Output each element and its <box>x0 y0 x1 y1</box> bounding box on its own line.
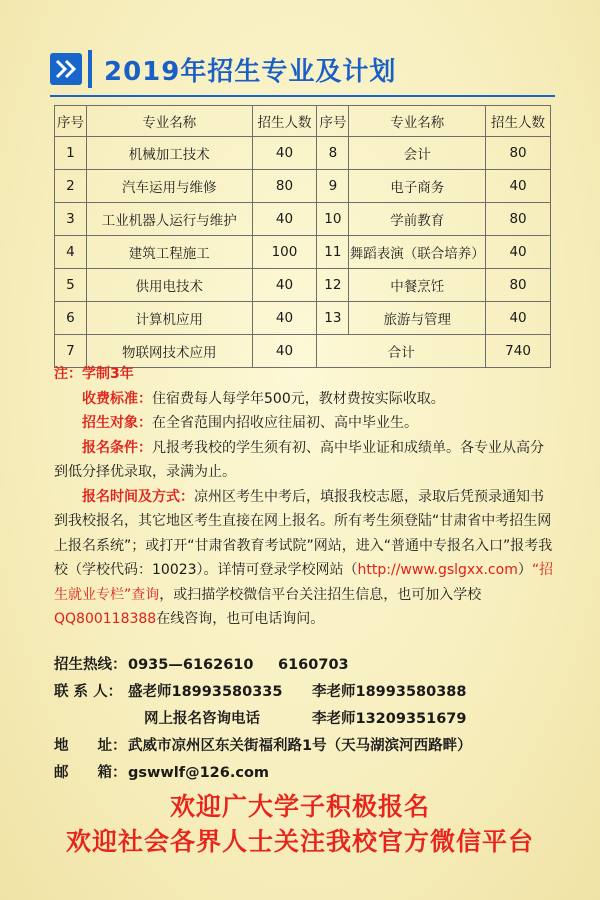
table-header-cell: 招生人数 <box>486 106 551 137</box>
table-cell: 40 <box>252 137 317 170</box>
table-row <box>55 137 551 170</box>
email-address: gswwlf@126.com <box>128 765 270 781</box>
table-cell: 8 <box>317 137 349 170</box>
registration-paragraph <box>54 485 554 632</box>
duration-note: 注：学制3年 <box>54 366 134 382</box>
enrollment-notes <box>54 362 554 632</box>
table-header-cell: 序号 <box>55 106 87 137</box>
table-cell: 80 <box>486 269 551 302</box>
table-cell: 40 <box>486 170 551 203</box>
table-row <box>55 170 551 203</box>
table-cell: 10 <box>317 203 349 236</box>
registration-text: ） <box>517 562 532 578</box>
table-cell: 13 <box>317 302 349 335</box>
hotline-label: 招生热线： <box>54 657 127 673</box>
table-cell: 40 <box>486 236 551 269</box>
table-cell: 物联网技术应用 <box>86 335 252 368</box>
address-row <box>54 733 574 760</box>
registration-text: ，或扫描学校微信平台关注招生信息，也可加入学校 <box>159 586 482 603</box>
condition-paragraph <box>54 436 554 485</box>
table-row <box>55 236 551 269</box>
target-text: 在全省范围内招收应往届初、高中毕业生。 <box>152 415 418 431</box>
table-cell: 学前教育 <box>349 203 486 236</box>
table-cell: 100 <box>252 236 317 269</box>
table-cell: 80 <box>486 137 551 170</box>
registration-label: 报名时间及方式： <box>82 488 194 505</box>
table-cell: 中餐烹饪 <box>349 269 486 302</box>
table-cell: 汽车运用与维修 <box>86 170 252 203</box>
table-cell: 740 <box>486 335 551 368</box>
table-cell: 2 <box>55 170 87 203</box>
table-cell: 建筑工程施工 <box>86 236 252 269</box>
table-cell: 舞蹈表演（联合培养） <box>349 236 486 269</box>
double-chevron-right-icon <box>50 53 82 85</box>
table-cell: 40 <box>486 302 551 335</box>
contact-person: 盛老师18993580335 <box>128 684 283 700</box>
table-cell: 40 <box>252 335 317 368</box>
condition-label: 报名条件： <box>82 439 152 456</box>
slogan-line: 欢迎广大学子积极报名 <box>169 792 430 821</box>
address-label: 地 址： <box>54 738 127 754</box>
table-cell: 机械加工技术 <box>86 137 252 170</box>
table-cell: 4 <box>55 236 87 269</box>
school-website-link[interactable]: http://www.gslgxx.com <box>357 562 518 578</box>
contact-person-label: 联 系 人： <box>54 684 123 700</box>
qq-number: QQ800118388 <box>54 611 157 627</box>
table-cell: 40 <box>252 269 317 302</box>
table-header-cell: 专业名称 <box>86 106 252 137</box>
table-cell: 1 <box>55 137 87 170</box>
contact-person-row <box>54 679 574 706</box>
table-header-cell: 序号 <box>317 106 349 137</box>
target-paragraph <box>54 411 554 436</box>
fee-text: 住宿费每人每学年500元，教材费按实际收取。 <box>152 390 445 407</box>
table-row <box>55 302 551 335</box>
email-label: 邮 箱： <box>54 765 127 781</box>
address-text: 武威市凉州区东关街福利路1号（天马湖滨河西路畔） <box>128 738 472 754</box>
online-consult-row <box>54 706 574 733</box>
table-cell: 80 <box>486 203 551 236</box>
table-cell: 供用电技术 <box>86 269 252 302</box>
table-cell: 12 <box>317 269 349 302</box>
enrollment-plan-table <box>54 105 551 368</box>
table-row <box>55 269 551 302</box>
table-cell: 40 <box>252 302 317 335</box>
table-cell: 80 <box>252 170 317 203</box>
header-rule <box>50 95 555 97</box>
table-cell: 合计 <box>317 335 486 368</box>
table-cell: 11 <box>317 236 349 269</box>
table-header-cell: 专业名称 <box>349 106 486 137</box>
fee-label: 收费标准： <box>82 390 152 407</box>
table-header-row <box>55 106 551 137</box>
slogan-line: 欢迎社会各界人士关注我校官方微信平台 <box>65 827 534 856</box>
online-consult-person: 李老师13209351679 <box>312 711 467 727</box>
contact-info <box>54 652 574 787</box>
table-cell: 7 <box>55 335 87 368</box>
table-row <box>55 203 551 236</box>
employment-column-link[interactable]: “招生就业专栏”查询 <box>54 562 554 603</box>
contact-person: 李老师18993580388 <box>312 684 467 700</box>
table-cell: 旅游与管理 <box>349 302 486 335</box>
table-cell: 9 <box>317 170 349 203</box>
page-title: 2019年招生专业及计划 <box>104 56 397 87</box>
condition-text: 凡报考我校的学生须有初、高中毕业证和成绩单。各专业从高分到低分择优录取，录满为止。 <box>54 439 544 480</box>
table-cell: 工业机器人运行与维护 <box>86 203 252 236</box>
table-cell: 会计 <box>349 137 486 170</box>
registration-text: 凉州区考生中考后，填报我校志愿，录取后凭预录通知书到我校报名，其它地区考生直接在网上报名。所有考生须登陆“甘肃省中考招生网上报名系统”；或打开“甘肃省教育考试院”网站，进入“普通中专报名入口”报考我校（学校代码：10023）。详情可登录学校网站（ <box>54 488 553 578</box>
hotline-number: 6160703 <box>278 657 349 673</box>
hotline-number: 0935—6162610 <box>128 657 254 673</box>
section-header <box>50 44 396 94</box>
target-label: 招生对象： <box>82 415 152 431</box>
registration-text: 在线咨询，也可电话询问。 <box>156 611 325 627</box>
table-header-cell: 招生人数 <box>252 106 317 137</box>
table-cell: 电子商务 <box>349 170 486 203</box>
fee-paragraph <box>54 387 554 412</box>
table-cell: 5 <box>55 269 87 302</box>
online-consult-label: 网上报名咨询电话 <box>144 711 260 727</box>
table-cell: 40 <box>252 203 317 236</box>
table-cell: 计算机应用 <box>86 302 252 335</box>
table-cell: 6 <box>55 302 87 335</box>
email-row <box>54 760 574 787</box>
hotline-row <box>54 652 574 679</box>
header-divider <box>88 50 92 88</box>
table-cell: 3 <box>55 203 87 236</box>
